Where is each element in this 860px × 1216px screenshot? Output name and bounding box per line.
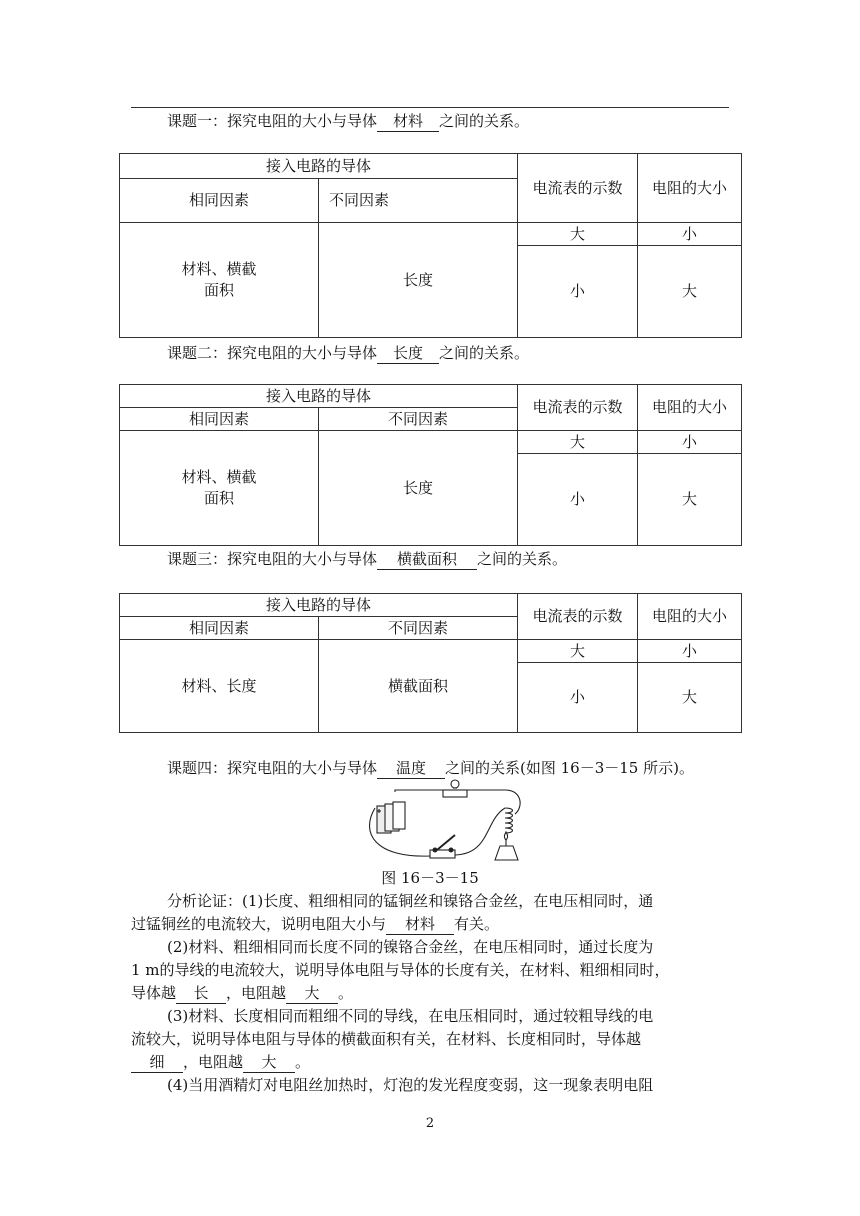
t2-header-current: 电流表的示数 xyxy=(518,385,638,431)
page-number: 2 xyxy=(425,1116,435,1131)
t2-header-resistance: 电阻的大小 xyxy=(638,385,742,431)
analysis-p3-mid: ，电阻越 xyxy=(183,1053,244,1071)
battery-icon xyxy=(377,802,405,833)
t2-current-2: 小 xyxy=(518,454,638,546)
analysis-p2-answer2: 大 xyxy=(286,984,338,1004)
topic1-answer: 材料 xyxy=(377,112,439,132)
t2-same-line1: 材料、横截 xyxy=(181,468,257,486)
topic4-suffix: 之间的关系(如图 16－3－15 所示)。 xyxy=(445,759,694,777)
t1-current-2: 小 xyxy=(518,246,638,338)
t1-resistance-2: 大 xyxy=(638,246,742,338)
topic2-line xyxy=(167,342,529,364)
topic1-prefix: 课题一：探究电阻的大小与导体 xyxy=(167,112,378,130)
t3-current-2: 小 xyxy=(518,663,638,733)
t1-same-cell xyxy=(120,223,319,338)
topic3-answer: 横截面积 xyxy=(377,550,477,570)
t3-header-same: 相同因素 xyxy=(120,617,319,640)
t2-header-same: 相同因素 xyxy=(120,408,319,431)
analysis-p3-answer1: 细 xyxy=(131,1053,183,1073)
t2-header-conductor: 接入电路的导体 xyxy=(120,385,518,408)
analysis-p2-line1: (2)材料、粗细相同而长度不同的镍铬合金丝，在电压相同时，通过长度为 xyxy=(167,938,654,956)
analysis-p1-prefix: 过锰铜丝的电流较大，说明电阻大小与 xyxy=(131,915,387,933)
t3-header-diff: 不同因素 xyxy=(319,617,518,640)
analysis-p2-line2: 1 m的导线的电流较大，说明导体电阻与导体的长度有关，在材料、粗细相同时， xyxy=(131,961,670,979)
t3-diff-cell: 横截面积 xyxy=(319,640,518,733)
t3-resistance-2: 大 xyxy=(638,663,742,733)
analysis-p2-line3 xyxy=(131,982,353,1004)
analysis-p1-line1: 分析论证：(1)长度、粗细相同的锰铜丝和镍铬合金丝，在电压相同时，通 xyxy=(167,892,654,910)
t1-resistance-1: 小 xyxy=(638,223,742,246)
t1-header-same: 相同因素 xyxy=(120,179,319,223)
t1-same-line2: 面积 xyxy=(203,281,234,299)
t1-header-diff: 不同因素 xyxy=(319,179,518,223)
t2-header-diff: 不同因素 xyxy=(319,408,518,431)
topic2-answer: 长度 xyxy=(377,344,439,364)
t2-resistance-2: 大 xyxy=(638,454,742,546)
t1-header-current: 电流表的示数 xyxy=(518,154,638,223)
t1-diff-cell: 长度 xyxy=(319,223,518,338)
table1 xyxy=(119,153,742,338)
topic2-prefix: 课题二：探究电阻的大小与导体 xyxy=(167,344,378,362)
topic4-line xyxy=(167,757,694,779)
t3-same-cell: 材料、长度 xyxy=(120,640,319,733)
t1-current-1: 大 xyxy=(518,223,638,246)
t2-same-line2: 面积 xyxy=(203,489,234,507)
t3-header-current: 电流表的示数 xyxy=(518,594,638,640)
circuit-diagram xyxy=(355,778,535,868)
topic3-line xyxy=(167,548,567,570)
analysis-p1-answer: 材料 xyxy=(386,915,454,935)
t2-same-cell xyxy=(120,431,319,546)
t2-resistance-1: 小 xyxy=(638,431,742,454)
wire-right-lower xyxy=(455,808,505,855)
analysis-p2-prefix: 导体越 xyxy=(131,984,177,1002)
t3-resistance-1: 小 xyxy=(638,640,742,663)
topic3-prefix: 课题三：探究电阻的大小与导体 xyxy=(167,550,378,568)
analysis-p3-answer2: 大 xyxy=(243,1053,295,1073)
switch-icon xyxy=(430,835,455,858)
t1-header-resistance: 电阻的大小 xyxy=(638,154,742,223)
t3-current-1: 大 xyxy=(518,640,638,663)
wire-top-left xyxy=(395,790,443,792)
analysis-p3-line3 xyxy=(131,1051,310,1073)
analysis-p2-mid: ，电阻越 xyxy=(226,984,287,1002)
alcohol-lamp-icon xyxy=(495,832,518,860)
analysis-p3-line2: 流较大，说明导体电阻与导体的横截面积有关，在材料、长度相同时，导体越 xyxy=(131,1030,642,1048)
topic4-answer: 温度 xyxy=(377,759,445,779)
lamp-icon xyxy=(443,780,467,797)
t1-header-conductor: 接入电路的导体 xyxy=(120,154,518,179)
topic4-prefix: 课题四：探究电阻的大小与导体 xyxy=(167,759,378,777)
t2-diff-cell: 长度 xyxy=(319,431,518,546)
topic1-suffix: 之间的关系。 xyxy=(439,112,530,130)
analysis-p2-suffix: 。 xyxy=(338,984,354,1002)
header-rule xyxy=(131,107,729,108)
analysis-p2-answer1: 长 xyxy=(176,984,226,1004)
topic1-line xyxy=(167,110,529,132)
topic3-suffix: 之间的关系。 xyxy=(477,550,568,568)
analysis-p3-line1: (3)材料、长度相同而粗细不同的导线，在电压相同时，通过较粗导线的电 xyxy=(167,1007,654,1025)
t3-header-conductor: 接入电路的导体 xyxy=(120,594,518,617)
resistance-coil-icon xyxy=(505,808,513,833)
table2 xyxy=(119,384,742,546)
analysis-p1-line2 xyxy=(131,913,499,935)
t3-header-resistance: 电阻的大小 xyxy=(638,594,742,640)
table3 xyxy=(119,593,742,733)
t2-current-1: 大 xyxy=(518,431,638,454)
figure-caption: 图 16－3－15 xyxy=(381,869,479,887)
analysis-p1-suffix: 有关。 xyxy=(454,915,500,933)
analysis-p3-suffix: 。 xyxy=(295,1053,311,1071)
topic2-suffix: 之间的关系。 xyxy=(439,344,530,362)
analysis-p4-line1: (4)当用酒精灯对电阻丝加热时，灯泡的发光程度变弱，这一现象表明电阻 xyxy=(167,1076,654,1094)
t1-same-line1: 材料、横截 xyxy=(181,260,257,278)
